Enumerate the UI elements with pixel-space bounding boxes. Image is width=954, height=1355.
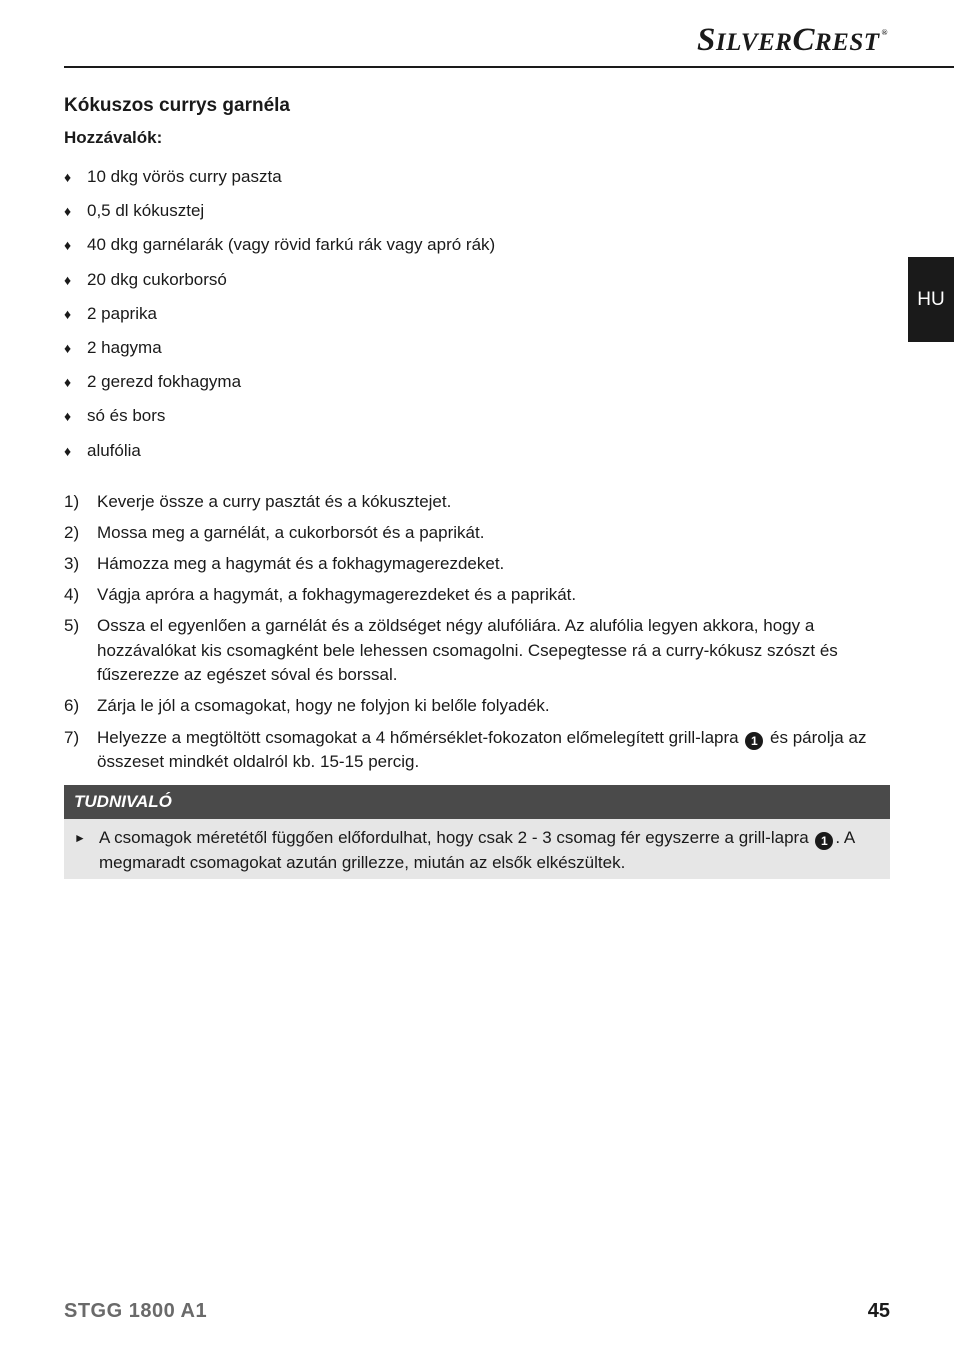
step-item [64, 521, 890, 546]
ingredient-text: 40 dkg garnélarák (vagy rövid farkú rák vagy apró rák) [87, 235, 496, 255]
ingredient-item [64, 160, 495, 194]
ingredient-item [64, 297, 495, 331]
logo-letter-s: S [697, 22, 716, 58]
step-number: 7) [64, 727, 80, 747]
grill-plate-ref-icon: 1 [745, 732, 763, 750]
diamond-bullet-icon: ♦ [64, 305, 72, 322]
language-tab: HU [908, 257, 954, 342]
step-text: Zárja le jól a csomagokat, hogy ne folyjon ki belőle folyadék. [97, 696, 550, 716]
grill-plate-ref-icon: 1 [815, 832, 833, 850]
step-text: Mossa meg a garnélát, a cukorborsót és a paprikát. [97, 523, 485, 543]
step-number: 4) [64, 585, 80, 605]
diamond-bullet-icon: ♦ [64, 203, 72, 220]
step-number: 5) [64, 616, 80, 636]
step-text: Keverje össze a curry pasztát és a kókusztejet. [97, 492, 452, 511]
diamond-bullet-icon: ♦ [64, 169, 72, 186]
ingredient-text: 20 dkg cukorborsó [87, 269, 227, 289]
diamond-bullet-icon: ♦ [64, 340, 72, 357]
step-item [64, 614, 890, 688]
logo-text-rest: REST [814, 29, 880, 56]
step-item [64, 694, 890, 719]
ingredients-list [64, 160, 495, 468]
step-number: 3) [64, 554, 80, 574]
ingredient-item [64, 228, 495, 262]
ingredient-text: só és bors [87, 406, 166, 426]
ingredient-text: 2 gerezd fokhagyma [87, 372, 242, 392]
note-text-part: A csomagok méretétől függően előfordulhat, hogy csak 2 - 3 csomag fér egyszerre a grill-lapra [99, 828, 809, 847]
ingredient-text: 2 paprika [87, 303, 157, 323]
step-text-part: és párolja az összeset mindkét oldalról kb. 15-15 percig. [97, 727, 867, 772]
step-number: 6) [64, 696, 80, 716]
diamond-bullet-icon: ♦ [64, 271, 72, 288]
ingredient-item [64, 434, 495, 468]
model-number: STGG 1800 A1 [64, 1300, 208, 1322]
ingredient-item [64, 194, 495, 228]
step-item [64, 583, 890, 608]
ingredient-item [64, 331, 495, 365]
step-number: 1) [64, 492, 80, 511]
registered-mark: ® [881, 28, 888, 37]
step-text [97, 726, 890, 775]
step-text: Ossza el egyenlően a garnélát és a zöldséget négy alufóliára. Az alufólia legyen akkora, hogy a hozzávalókat kis csomagként bele lehessen csomagolni. Csepegtesse rá a curry-kókusz szószt és fűszerezze az egészet sóval és borssal. [97, 616, 838, 685]
step-item [64, 552, 890, 577]
note-text [99, 826, 880, 879]
page-number: 45 [867, 1300, 890, 1322]
diamond-bullet-icon: ♦ [64, 442, 72, 459]
recipe-title: Kókuszos currys garnéla [64, 95, 290, 116]
header-divider [64, 66, 954, 68]
step-item [64, 490, 890, 515]
ingredient-text: alufólia [87, 440, 141, 460]
brand-logo [697, 22, 888, 59]
steps-list [64, 490, 890, 781]
diamond-bullet-icon: ♦ [64, 374, 72, 391]
ingredient-text: 0,5 dl kókusztej [87, 201, 205, 221]
step-text: Hámozza meg a hagymát és a fokhagymagerezdeket. [97, 554, 505, 574]
note-body [64, 819, 890, 879]
diamond-bullet-icon: ♦ [64, 237, 72, 254]
logo-letter-c: C [792, 22, 815, 58]
note-heading: TUDNIVALÓ [64, 785, 890, 819]
step-item [64, 726, 890, 775]
step-number: 2) [64, 523, 80, 543]
ingredient-item [64, 263, 495, 297]
step-text-part: Helyezze a megtöltött csomagokat a 4 hőmérséklet-fokozaton előmelegített grill-lapra [97, 727, 739, 747]
ingredient-text: 2 hagyma [87, 338, 162, 358]
ingredients-heading: Hozzávalók: [64, 128, 163, 147]
step-text: Vágja apróra a hagymát, a fokhagymagerezdeket és a paprikát. [97, 585, 577, 605]
ingredient-item [64, 399, 495, 433]
diamond-bullet-icon: ♦ [64, 408, 72, 425]
logo-text-ilver: ILVER [715, 29, 793, 56]
note-text-part: . A megmaradt csomagokat azután grillezze, miután az elsők elkészültek. [99, 828, 855, 872]
ingredient-text: 10 dkg vörös curry paszta [87, 167, 282, 187]
arrow-right-icon: ► [74, 831, 86, 845]
ingredient-item [64, 365, 495, 399]
